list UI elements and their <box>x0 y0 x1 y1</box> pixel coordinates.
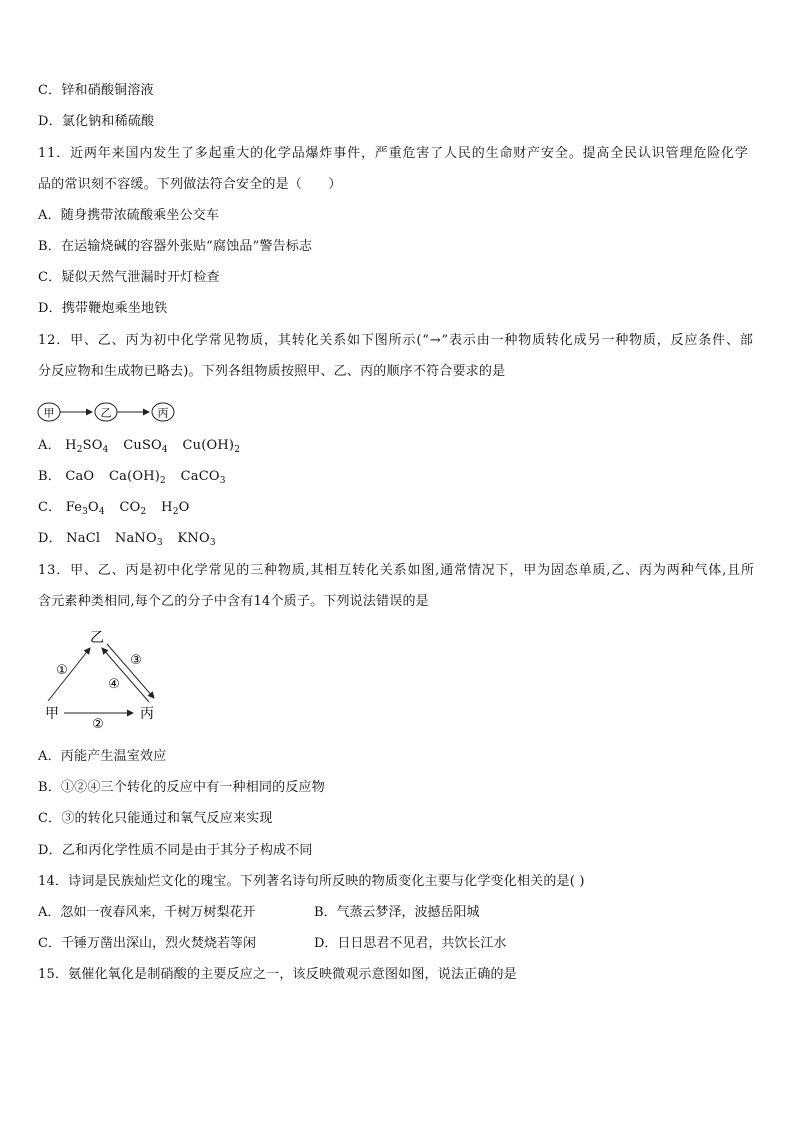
label-4: ④ <box>108 677 120 692</box>
q11-stem-line1: 11．近两年来国内发生了多起重大的化学品爆炸事件，严重危害了人民的生命财产安全。提高全民认识管理危险化学 <box>38 146 749 161</box>
q12-option-c: C． $Fe_3O_4$ $CO_2$ $H_2O$ <box>38 500 190 517</box>
q13-option-c: C．③的转化只能通过和氧气反应来实现 <box>38 811 273 826</box>
q14-option-b: B．气蒸云梦泽，波撼岳阳城 <box>314 905 480 920</box>
node-yi: 乙 <box>90 630 104 646</box>
arrow-4-bing-to-yi <box>102 648 149 702</box>
q10-option-c: C．锌和硝酸铜溶液 <box>38 83 154 98</box>
q12-stem-line1: 12．甲、乙、丙为初中化学常见物质，其转化关系如下图所示(“→”表示由一种物质转化成另一种物质，反应条件、部 <box>38 333 754 348</box>
q12-option-b: B． CaO $Ca(OH)_2$ CaCO$_3$ <box>38 469 226 486</box>
q13-option-a: A．丙能产生温室效应 <box>38 749 167 764</box>
q15-stem: 15．氨催化氧化是制硝酸的主要反应之一，该反映微观示意图如图，说法正确的是 <box>38 967 517 982</box>
q12-option-d: D． NaCl NaNO$_3$ $KNO_3$ <box>38 531 216 548</box>
q10-option-d: D．氯化钠和稀硫酸 <box>38 114 155 129</box>
label-1: ① <box>56 663 68 678</box>
node-bing: 丙 <box>140 706 154 722</box>
q14-option-c: C．千锤万凿出深山，烈火焚烧若等闲 <box>38 936 256 951</box>
node-jia-label: 甲 <box>43 406 55 420</box>
q14-options-row2 <box>38 935 507 953</box>
label-3: ③ <box>130 653 142 668</box>
q11-option-a: A．随身携带浓硫酸乘坐公交车 <box>38 208 220 223</box>
q12-option-a: A． $H_2SO_4$ CuSO$_4$ $Cu(OH)_2$ <box>38 438 241 455</box>
q13-option-b: B．①②④三个转化的反应中有一种相同的反应物 <box>38 780 325 795</box>
node-yi-label: 乙 <box>100 406 112 420</box>
q13-stem-line2: 含元素种类相同,每个乙的分子中含有14个质子。下列说法错误的是 <box>38 594 429 609</box>
q14-option-a: A．忽如一夜春风来，千树万树梨花开 <box>38 905 256 920</box>
q11-option-b: B．在运输烧碱的容器外张贴“腐蚀品”警告标志 <box>38 239 313 254</box>
arrow-1-jia-to-yi <box>48 648 90 701</box>
q13-transform-diagram <box>40 624 170 732</box>
q11-stem-line2: 品的常识刻不容缓。下列做法符合安全的是（ ） <box>38 177 342 192</box>
node-jia: 甲 <box>45 706 59 722</box>
q13-stem-line1: 13．甲、乙、丙是初中化学常见的三种物质,其相互转化关系如图,通常情况下，甲为固态单质,乙、丙为两种气体,且所 <box>38 563 755 578</box>
label-2: ② <box>92 717 104 732</box>
node-bing-label: 丙 <box>157 406 169 420</box>
q14-stem: 14．诗词是民族灿烂文化的瑰宝。下列著名诗句所反映的物质变化主要与化学变化相关的是( ) <box>38 874 585 889</box>
q13-option-d: D．乙和丙化学性质不同是由于其分子构成不同 <box>38 843 313 858</box>
q11-option-c: C．疑似天然气泄漏时开灯检查 <box>38 270 220 285</box>
q12-transform-diagram <box>36 399 176 425</box>
q12-stem-line2: 分反应物和生成物已略去)。下列各组物质按照甲、乙、丙的顺序不符合要求的是 <box>38 364 506 379</box>
q14-options-row1 <box>38 904 480 922</box>
q14-option-d: D．日日思君不见君，共饮长江水 <box>314 936 507 951</box>
q11-option-d: D．携带鞭炮乘坐地铁 <box>38 301 168 316</box>
